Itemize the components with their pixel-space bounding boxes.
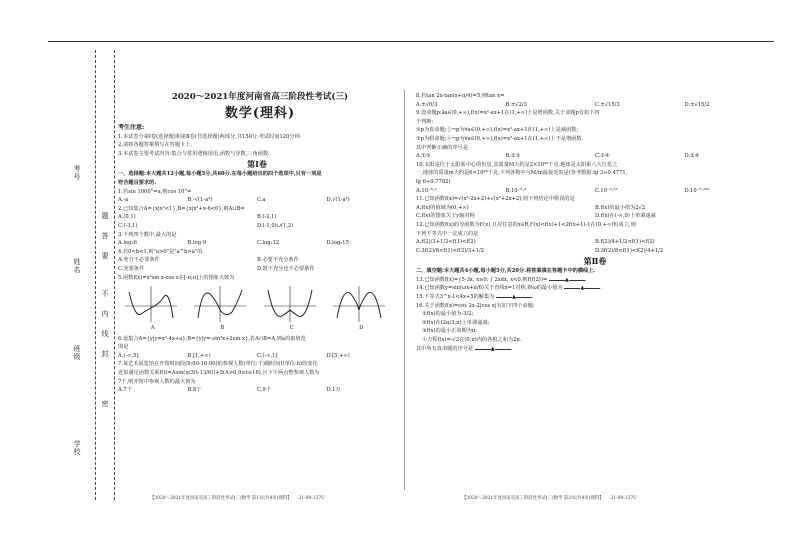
- seal-char: 不: [101, 290, 109, 298]
- graph-label: A: [150, 325, 155, 332]
- part1-instruction: 一、选择题:本大题共12小题,每小题5分,共60分.在每小题给出的四个选项中,只有一项是: [118, 171, 322, 178]
- q4-options: C.充要条件 D.既不充分也不必要条件: [118, 265, 315, 272]
- q6-stem-cont: 围是: [118, 344, 129, 351]
- seal-char: 内: [101, 310, 109, 318]
- q12-line: 下列不等式中一定成立的是: [416, 230, 479, 237]
- q5-graphs: [118, 284, 396, 333]
- seal-char: 封: [101, 350, 109, 358]
- q16-tail: 其中所有真命题的序号是 ▲ .: [416, 345, 513, 352]
- notice-heading: 考生注意:: [118, 124, 145, 131]
- column-divider: [404, 90, 405, 490]
- page-title: 2020～2021年度河南省高三阶段性考试(三): [171, 92, 349, 102]
- notice-item: 1.本试卷分第Ⅰ卷(选择题)和第Ⅱ卷(非选择题)两部分,共150分.考试时间120分钟.: [118, 133, 302, 140]
- part2-instruction: 二、填空题:本大题共4小题,每小题5分,共20分.将答案填在答题卡中的横线上.: [416, 268, 596, 275]
- part1-instruction: 符合题目要求的.: [118, 179, 157, 186]
- q9-line: ③p为假命题;④¬p为∀a∈(0,+∞),f(x)=x²-ax+1在(1,+∞)上不是增函数.: [416, 135, 584, 142]
- footer-right: 【2020～2021年度河南省高三阶段性考试(三)数学 第2页(共4页)理科】 ·21-08-137C·: [462, 496, 638, 501]
- q1-options: A.-a B.-√(1-a²) C.a D.√(1-a²): [118, 197, 350, 204]
- q8-stem: 8.若tan 2x-tan(x+π/4)=5,则tan x=: [416, 93, 505, 99]
- binding-strip: [95, 50, 115, 500]
- q10-line: 10.太阳是位于太阳系中心的恒星,其质量M大约是2×10³⁰千克.地球是太阳系八大行星之: [416, 161, 618, 168]
- q9-line: 其中判断正确的序号是: [416, 144, 468, 151]
- seal-char: 密: [101, 400, 109, 408]
- q2-options: C.(-3,1) D.(-1,0)∪(1,2): [118, 222, 294, 229]
- q7-line: 7千,则开馆中参观人数的最大值为: [118, 378, 196, 385]
- q7-line: 近似满足函数关系f(t)=Asin(π/3(t-13/6))+5(A>0,9≤t≤16),且下午两点整参观人数为: [118, 370, 320, 377]
- seal-char: 题: [101, 212, 109, 220]
- q16-item: ①f(x)的最小值为-3/2;: [422, 311, 474, 318]
- q12-options: A.f(2)/3+1/2<f(1)<f(2) B.f(2)/4+1/2<f(1)<f(2): [416, 239, 655, 246]
- q5-graph-a: [123, 284, 183, 333]
- q7-line: 7.某艺术展览馆在开馆时间段(9:00-16:00)的参观人数(单位:千)随时间t(单位:h)的变化: [118, 361, 318, 368]
- q3-options: A.log₃6 B.log 9 C.log₂12 D.log₅15: [118, 240, 349, 247]
- q6-stem: 6.设集合A={y|y=x²-4x+a},B={y|y=-sin²x+2sin x},若A∩B=A,则a的取值范: [118, 335, 306, 342]
- q5-graph-d: [331, 284, 391, 333]
- q9-line: 9.设命题p:∃a∈(0,+∞),f(x)=x²-ax+1在(1,+∞)上是增函数,关于命题p有如下四: [416, 110, 600, 117]
- q11-options: C.f(x)的图象关于y轴对称 D.f(x)在(-∞,0)上单调递减: [416, 213, 656, 220]
- q9-line: 个判断:: [416, 118, 434, 125]
- q1-stem: 1.若sin 1000°=a,则cos 10°=: [118, 188, 192, 195]
- label-name: 姓名: [73, 258, 81, 274]
- seal-char: 答: [101, 232, 109, 240]
- label-exam-no: 考号: [73, 165, 81, 181]
- q13-line: 13.已知函数f(x)={5-3x, x≥0; ∫ 2xdx, x<0,则f(f(2))= ▲ .: [416, 276, 587, 283]
- notice-item: 3.本试卷主要考试内容:集合与常用逻辑用语,函数与导数,三角函数.: [118, 150, 270, 157]
- graph-label: D: [359, 325, 364, 332]
- q9-options: A.①③ B.②③ C.①④ D.②④: [416, 153, 700, 160]
- footer-left: 【2020～2021年度河南省高三阶段性考试(三)数学 第1页(共4页)理科】 ·21-08-137C·: [150, 496, 326, 501]
- right-column: [416, 92, 774, 353]
- q12-line: 12.已知函数f(x)的导函数为f'(x),且对任意的x∈R,f'(x)<f(x)+1<2f(x+1)-1在(0,+∞)恒成立,则: [416, 221, 636, 228]
- graph-label: B: [220, 325, 225, 332]
- label-school: 学校: [73, 440, 81, 456]
- q10-options: A.10⁻⁵·⁵ B.10⁻⁵·⁴ C.10⁻⁵·⁵² D.10⁻⁵·⁵²⁵: [416, 187, 710, 194]
- q3-stem: 3.下列四个数中,最大的是: [118, 231, 177, 238]
- q7-options: A.7千 B.8千 C.9千 D.1万: [118, 387, 341, 394]
- subject-title: 数学(理科): [224, 106, 296, 121]
- q5-stem: 5.函数f(x)=x²sin x-cos x在[-π,π]上的图象大致为: [118, 274, 235, 281]
- q16-stem: 16.关于函数f(x)=cos 2x-2|cos x|有如下四个命题:: [416, 302, 535, 309]
- top-rule: [48, 41, 774, 42]
- q10-line: 一,地球的质量m大约是6×10²⁴千克.下列各数中与M/m最接近的是(参考数据:lg 3≈0.4771,: [416, 170, 628, 177]
- q4-stem: 4.若0<b<1,则"a>0"是"a^b>a"的: [118, 248, 203, 255]
- q8-options: A.±√6/3 B.±√2/3 C.±√15/3 D.±√15/2: [416, 101, 710, 108]
- q10-line: lg 6≈0.7782): [416, 178, 451, 185]
- q15-line: 15.不等式3^x-1<4x+5的解集为 ▲ .: [416, 294, 534, 301]
- seal-char: 线: [101, 330, 109, 338]
- q9-line: ①p为真命题;②¬p为∀a∈(0,+∞),f(x)=x²-ax+1在(1,+∞)上是减函数;: [416, 127, 579, 134]
- left-column: [118, 124, 396, 395]
- q16-item: ④方程f(x)=-√2在(0,π)内的各根之和为2π.: [422, 337, 522, 344]
- q14-line: 14.已知函数y=sin(ωx+π/6)关于直线x=1对称,则ω的最小值为 ▲ .: [416, 285, 602, 292]
- graph-label: C: [289, 325, 294, 332]
- label-class: 班级: [73, 345, 81, 361]
- q11-stem: 11.已知函数f(x)=√(x²-2x+2)+√(x²+2x+2),则下列结论中错误的是: [416, 196, 575, 203]
- q12-options: C.3f(2)/8<f(1)<f(2)/3+1/2 D.3f(2)/8<f(1)<f(2)/4+1/2: [416, 247, 664, 254]
- q16-item: ③f(x)的最小正周期为π;: [422, 328, 478, 335]
- part2-heading: 第Ⅱ卷: [583, 256, 607, 267]
- part1-heading: 第Ⅰ卷: [247, 159, 267, 170]
- q16-item: ②f(x)在(2π/3,π)上单调递减;: [422, 319, 490, 326]
- q2-stem: 2.已知集合A={x|x²<1},B={x|x²+x-6<0},则A∪B=: [118, 205, 245, 212]
- q6-options: A.(-∞,5] B.[1,+∞) C.(-∞,1] D.[5,+∞): [118, 352, 350, 359]
- notice-item: 2.请将各题答案填写在答题卡上.: [118, 142, 193, 149]
- q4-options: A.充分不必要条件 B.必要不充分条件: [118, 257, 299, 264]
- q5-graph-c: [262, 284, 322, 333]
- q2-options: A.(0,1) B.(-2,1): [118, 214, 277, 221]
- q11-options: A.f(x)的值域为(0,+∞) B.f(x)的最小值为2√2: [416, 204, 646, 211]
- q5-graph-b: [192, 284, 252, 333]
- seal-char: 要: [101, 252, 109, 260]
